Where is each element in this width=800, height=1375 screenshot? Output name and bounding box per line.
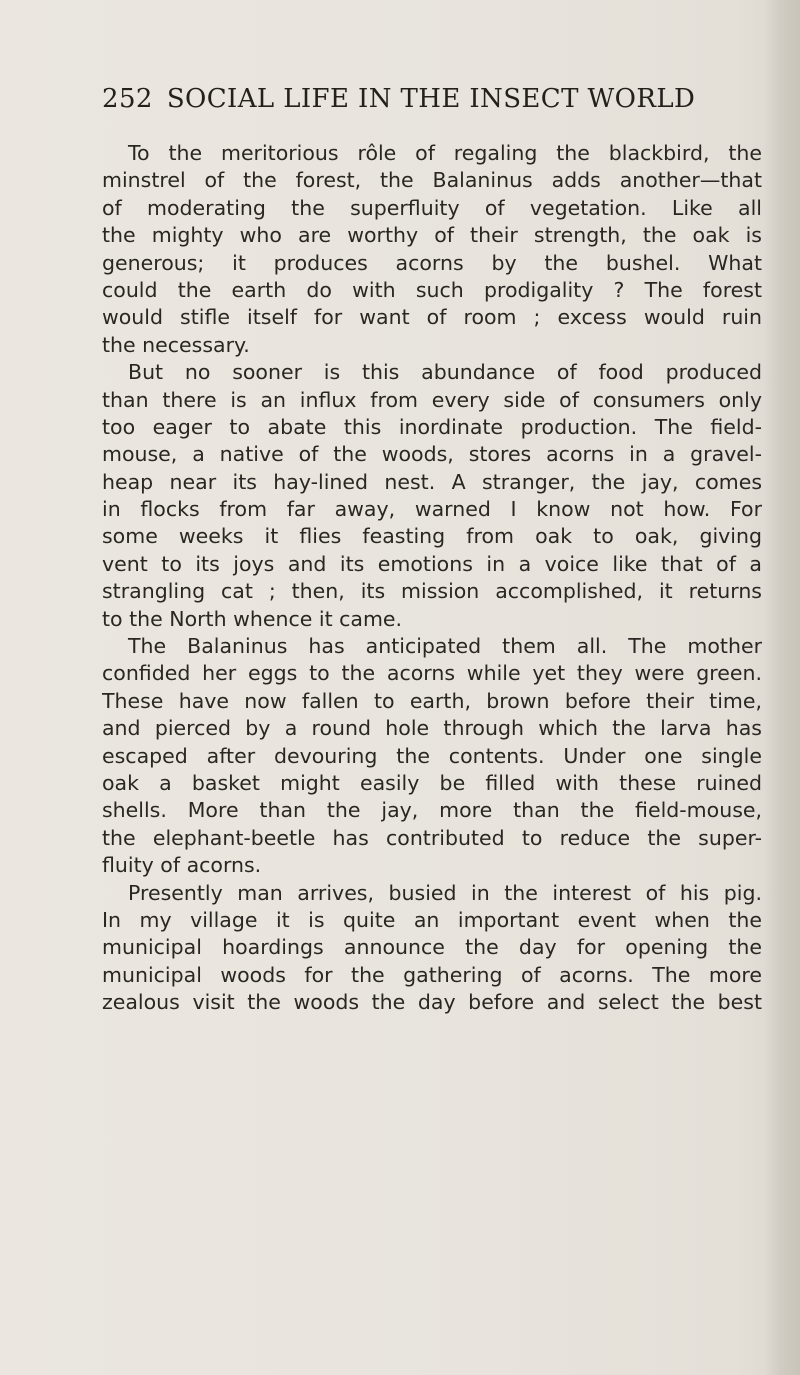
running-title: SOCIAL LIFE IN THE INSECT WORLD: [166, 84, 696, 114]
text-line: escaped after devouring the contents. Under one single: [102, 743, 762, 768]
text-line: To the meritorious rôle of regaling the blackbird, the: [128, 141, 762, 165]
text-line: mouse, a native of the woods, stores acorns in a gravel-: [102, 442, 762, 467]
text-line: generous; it produces acorns by the bushel. What: [102, 250, 762, 275]
page-number: 252: [102, 84, 153, 114]
text-line: strangling cat ; then, its mission accomplished, it returns: [102, 579, 762, 604]
text-line: zealous visit the woods the day before and select the best: [102, 990, 762, 1015]
text-line: fluity of acorns.: [102, 853, 262, 878]
text-line: some weeks it flies feasting from oak to oak, giving: [102, 524, 762, 549]
text-line: the mighty who are worthy of their strength, the oak is: [102, 223, 762, 248]
text-line: Presently man arrives, busied in the interest of his pig.: [128, 880, 762, 905]
text-line: in flocks from far away, warned I know not how. For: [102, 497, 762, 522]
text-line: shells. More than the jay, more than the field-mouse,: [102, 798, 762, 823]
text-line: too eager to abate this inordinate production. The field-: [102, 414, 762, 439]
page-edge-shadow: [764, 0, 800, 1375]
text-line: municipal woods for the gathering of acorns. The more: [102, 962, 762, 987]
text-line: These have now fallen to earth, brown before their time,: [102, 688, 762, 713]
text-line: The Balaninus has anticipated them all. The mother: [128, 634, 762, 659]
text-line: municipal hoardings announce the day for opening the: [102, 935, 762, 960]
body-text: [102, 140, 762, 1017]
text-line: heap near its hay-lined nest. A stranger, the jay, comes: [102, 469, 762, 494]
text-line: the elephant-beetle has contributed to reduce the super-: [102, 825, 762, 850]
text-line: and pierced by a round hole through which the larva has: [102, 716, 762, 741]
text-line: oak a basket might easily be filled with these ruined: [102, 770, 762, 795]
text-line: minstrel of the forest, the Balaninus adds another—that: [102, 168, 762, 193]
text-line: But no sooner is this abundance of food produced: [128, 360, 762, 385]
text-line: vent to its joys and its emotions in a voice like that of a: [102, 551, 762, 576]
text-line: could the earth do with such prodigality ? The forest: [102, 277, 762, 302]
running-head: [102, 84, 762, 114]
text-line: of moderating the superfluity of vegetation. Like all: [102, 195, 762, 220]
text-line: In my village it is quite an important event when the: [102, 907, 762, 932]
text-line: the necessary.: [102, 332, 250, 357]
text-line: confided her eggs to the acorns while yet they were green.: [102, 661, 762, 686]
text-line: than there is an influx from every side of consumers only: [102, 387, 762, 412]
text-line: to the North whence it came.: [102, 606, 403, 631]
text-line: would stifle itself for want of room ; excess would ruin: [102, 305, 762, 330]
